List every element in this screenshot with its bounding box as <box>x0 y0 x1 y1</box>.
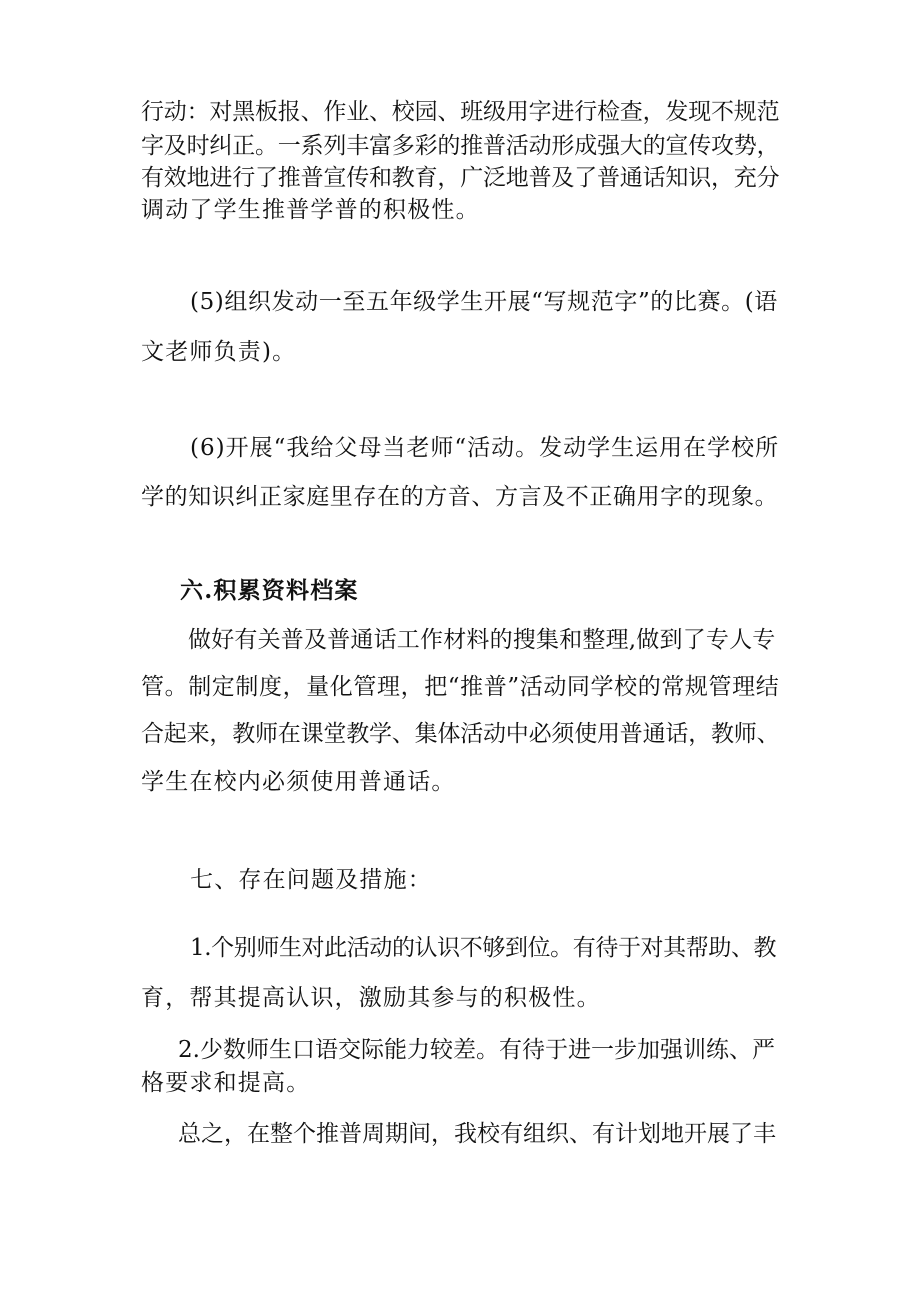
text-line: 管。制定制度，量化管理，把“推普”活动同学校的常规管理结 <box>141 674 780 700</box>
text-line: 有效地进行了推普宣传和教育，广泛地普及了普通话知识，充分 <box>141 165 780 191</box>
text-line: 学生在校内必须使用普通话。 <box>141 769 456 795</box>
section-heading: 七、存在问题及措施： <box>190 867 432 893</box>
text-line: 调动了学生推普学普的积极性。 <box>141 197 480 223</box>
text-line: 格要求和提高。 <box>141 1070 311 1096</box>
text-line: 合起来，教师在课堂教学、集体活动中必须使用普通话，教师、 <box>141 721 780 747</box>
text-line: 育，帮其提高认识，激励其参与的积极性。 <box>141 985 601 1011</box>
text-line: 1.个别师生对此活动的认识不够到位。有待于对其帮助、教 <box>190 935 777 961</box>
text-line: 文老师负责)。 <box>141 339 297 365</box>
text-line: 行动：对黑板报、作业、校园、班级用字进行检查，发现不规范 <box>141 99 780 125</box>
conclusion-line: 总之，在整个推普周期间，我校有组织、有计划地开展了丰 <box>178 1121 776 1147</box>
text-line: (5)组织发动一至五年级学生开展“写规范字”的比赛。(语 <box>190 289 778 315</box>
text-line: (6)开展“我给父母当老师“活动。发动学生运用在学校所 <box>190 435 780 461</box>
text-line: 2.少数师生口语交际能力较差。有待于进一步加强训练、严 <box>178 1037 775 1063</box>
text-line: 字及时纠正。一系列丰富多彩的推普活动形成强大的宣传攻势， <box>141 133 780 159</box>
text-line: 做好有关普及普通话工作材料的搜集和整理,做到了专人专 <box>188 627 776 653</box>
section-heading: 六.积累资料档案 <box>180 577 359 604</box>
text-line: 学的知识纠正家庭里存在的方音、方言及不正确用字的现象。 <box>141 484 779 510</box>
